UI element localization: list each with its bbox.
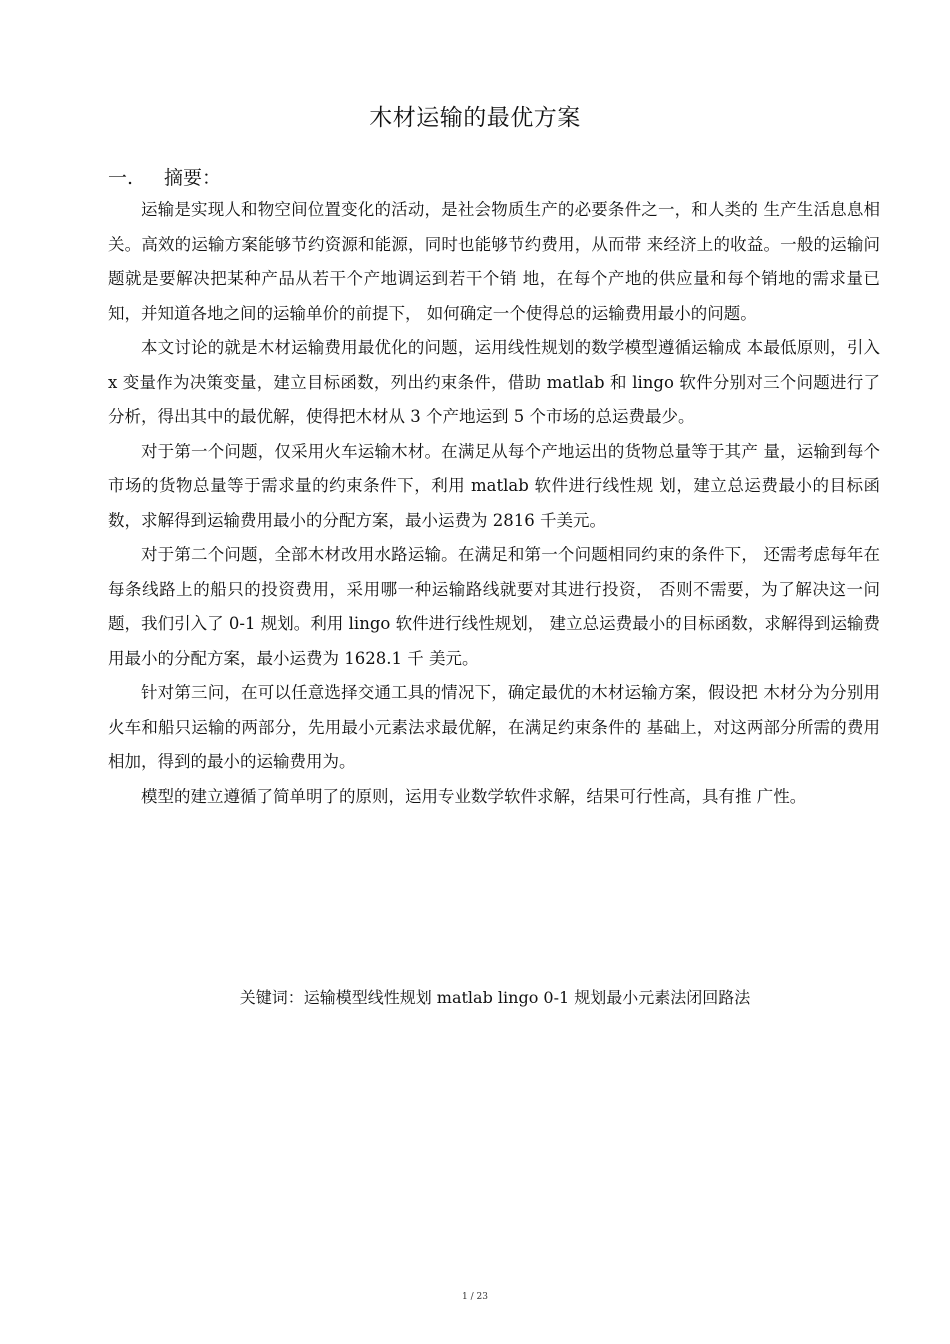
paragraph: 模型的建立遵循了简单明了的原则，运用专业数学软件求解，结果可行性高，具有推 广性。 bbox=[141, 786, 807, 806]
keywords-line: 关键词：运输模型线性规划 matlab lingo 0-1 规划最小元素法闭回路法 bbox=[239, 988, 751, 1007]
paragraph: 本文讨论的就是木材运输费用最优化的问题，运用线性规划的数学模型遵循运输成 本最低原则，引入 x 变量作为决策变量，建立目标函数，列出约束条件，借助 matlab 和 lingo 软件分别对三个问题进行了分析，得出其中的最优解，使得把木材从 3 个产地运到 5 个市场的总运费最少。 bbox=[108, 338, 880, 426]
paragraph: 针对第三问，在可以任意选择交通工具的情况下，确定最优的木材运输方案，假设把 木材分为分别用火车和船只运输的两部分，先用最小元素法求最优解，在满足约束条件的 基础上，对这两部分所需的费用相加，得到的最小的运输费用为。 bbox=[108, 683, 880, 771]
document-title: 木材运输的最优方案 bbox=[369, 105, 581, 131]
page-number: 1 / 23 bbox=[462, 1292, 488, 1302]
paragraph: 对于第一个问题，仅采用火车运输木材。在满足从每个产地运出的货物总量等于其产 量，运输到每个市场的货物总量等于需求量的约束条件下，利用 matlab 软件进行线性规 划，建立总运费最小的目标函数，求解得到运输费用最小的分配方案，最小运费为 2816 千美元。 bbox=[108, 441, 880, 530]
paragraph: 对于第二个问题，全部木材改用水路运输。在满足和第一个问题相同约束的条件下， 还需考虑每年在每条线路上的船只的投资费用，采用哪一种运输路线就要对其进行投资， 否则不需要，为了解决这一问题，我们引入了 0-1 规划。利用 lingo 软件进行线性规划， 建立总运费最小的目标函数，求解得到运输费用最小的分配方案，最小运费为 1628.1 千 美元。 bbox=[108, 545, 880, 668]
paragraph: 运输是实现人和物空间位置变化的活动，是社会物质生产的必要条件之一，和人类的 生产生活息息相关。高效的运输方案能够节约资源和能源，同时也能够节约费用，从而带 来经济上的收益。一般的运输问题就是要解决把某种产品从若干个产地调运到若干个销 地，在每个产地的供应量和每个销地的需求量已知，并知道各地之间的运输单价的前提下， 如何确定一个使得总的运输费用最小的问题。 bbox=[108, 200, 880, 323]
abstract-body bbox=[108, 193, 880, 814]
section-number: 一. bbox=[108, 167, 134, 189]
section-heading bbox=[108, 163, 221, 190]
section-title: 摘要： bbox=[164, 167, 222, 189]
